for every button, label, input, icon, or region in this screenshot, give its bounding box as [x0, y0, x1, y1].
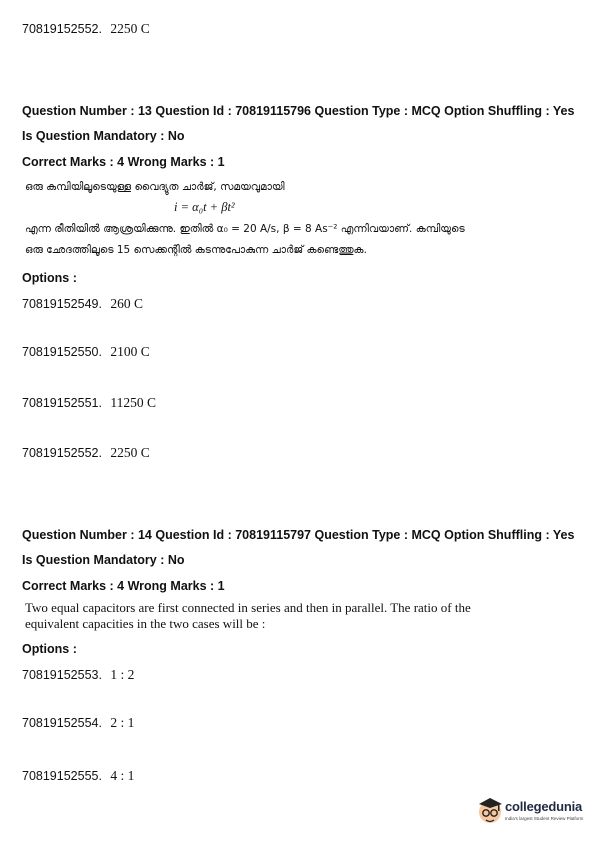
question-text-line: equivalent capacities in the two cases will be :: [25, 616, 266, 631]
option-value: 260 C: [110, 296, 144, 311]
options-label: Options :: [22, 271, 77, 285]
option-id: 70819152554.: [22, 716, 102, 730]
question-text-line: ഒരു ഛേദത്തിലൂടെ 15 സെക്കന്റിൽ കടന്നുപോകുന്ന ചാർജ് കണ്ടെത്തുക.: [25, 244, 367, 256]
question-mandatory: Is Question Mandatory : No: [22, 129, 185, 143]
option-value: 2250 C: [110, 21, 150, 36]
option-id: 70819152555.: [22, 769, 102, 783]
option-id: 70819152550.: [22, 345, 102, 359]
logo-tagline: India's largest Student Review Platform: [505, 816, 584, 821]
option-row[interactable]: [22, 394, 156, 412]
option-value: 2250 C: [110, 445, 150, 460]
option-value: 2100 C: [110, 344, 150, 359]
question-equation: i = α₀t + βt²: [174, 200, 235, 214]
question-text-line: ഒരു കമ്പിയിലൂടെയുള്ള വൈദ്യുത ചാർജ്, സമയവുമായി: [25, 181, 285, 193]
option-id: 70819152552.: [22, 446, 102, 460]
option-value: 4 : 1: [110, 768, 135, 783]
question-marks: Correct Marks : 4 Wrong Marks : 1: [22, 155, 225, 169]
option-id: 70819152549.: [22, 297, 102, 311]
option-row[interactable]: [22, 295, 143, 313]
option-id: 70819152551.: [22, 396, 102, 410]
question-header: Question Number : 14 Question Id : 70819115797 Question Type : MCQ Option Shuffling : Yes: [22, 528, 575, 542]
option-row: [22, 20, 150, 38]
option-id: 70819152552.: [22, 22, 102, 36]
option-row[interactable]: [22, 714, 134, 732]
options-label: Options :: [22, 642, 77, 656]
option-value: 2 : 1: [110, 715, 135, 730]
question-marks: Correct Marks : 4 Wrong Marks : 1: [22, 579, 225, 593]
option-value: 11250 C: [110, 395, 157, 410]
option-value: 1 : 2: [110, 667, 135, 682]
question-text-line: എന്ന രീതിയിൽ ആശ്രയിക്കുന്നു. ഇതിൽ α₀ = 20 A/s, β = 8 As⁻² എന്നിവയാണ്. കമ്പിയുടെ: [25, 223, 465, 235]
option-row[interactable]: [22, 767, 134, 785]
question-mandatory: Is Question Mandatory : No: [22, 553, 185, 567]
option-row[interactable]: [22, 343, 150, 361]
logo-name: collegedunia: [505, 799, 583, 814]
question-header: Question Number : 13 Question Id : 70819115796 Question Type : MCQ Option Shuffling : Yes: [22, 104, 575, 118]
question-text-line: Two equal capacitors are first connected in series and then in parallel. The ratio of the: [25, 600, 471, 615]
option-row[interactable]: [22, 444, 150, 462]
option-row[interactable]: [22, 666, 134, 684]
option-id: 70819152553.: [22, 668, 102, 682]
